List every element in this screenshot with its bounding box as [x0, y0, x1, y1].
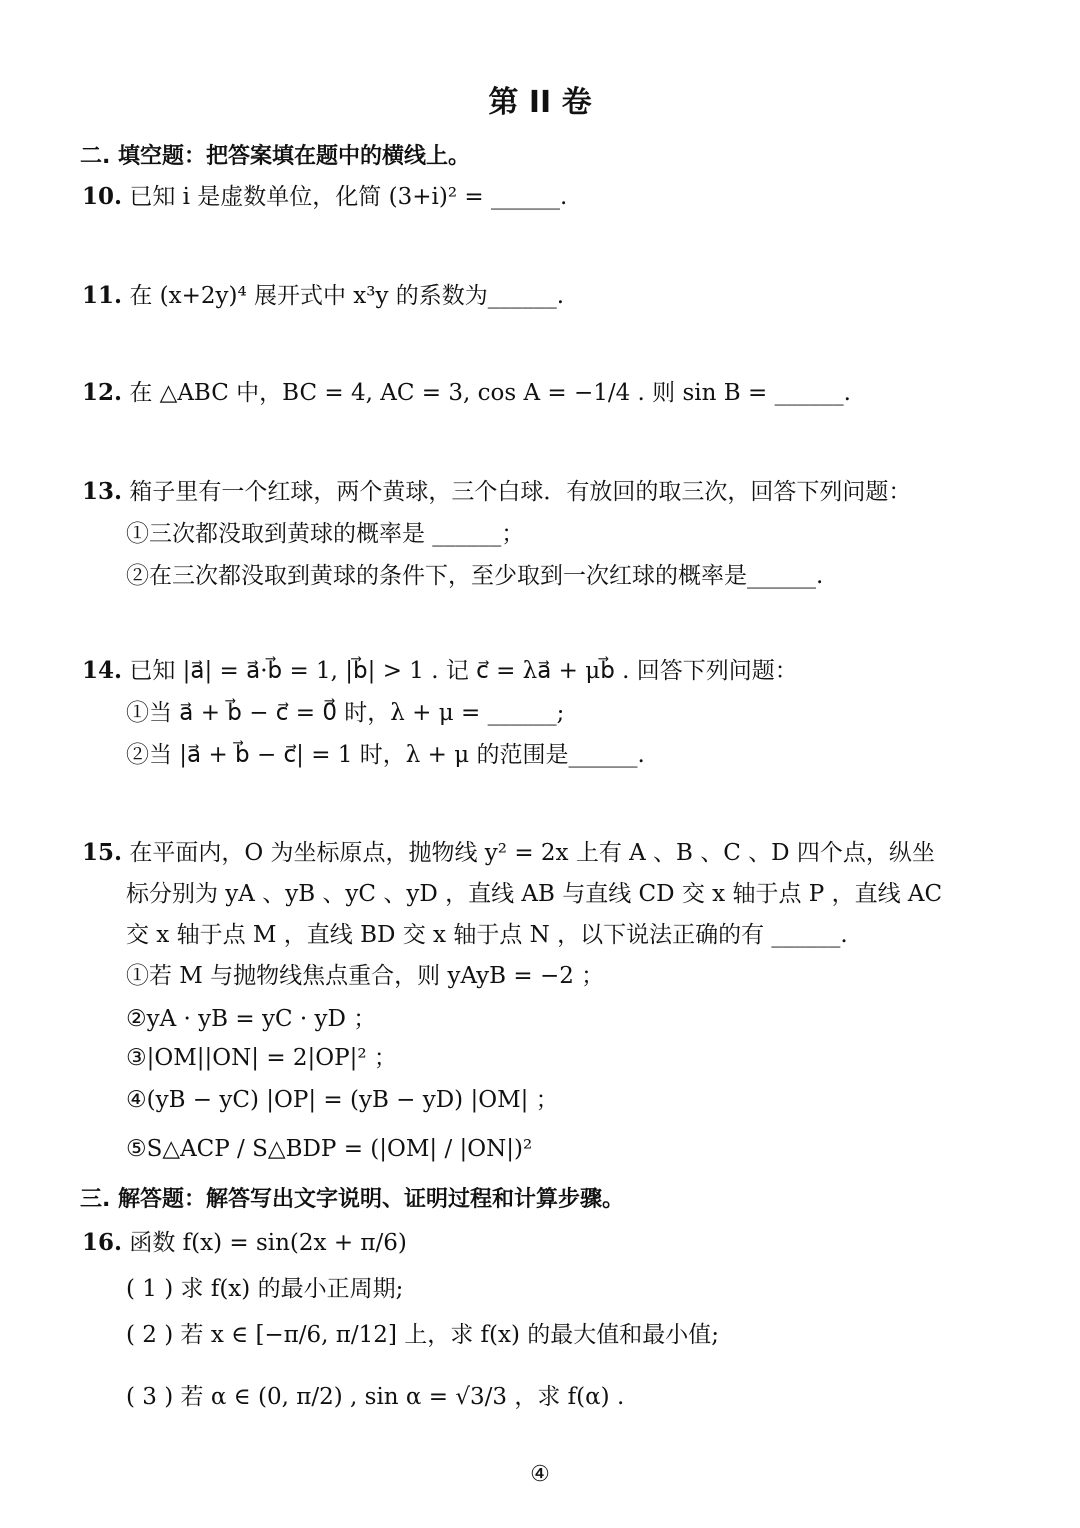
question-15-option-1: ①若 M 与抛物线焦点重合，则 yAyB = −2 ； — [126, 963, 605, 989]
question-15-option-5: ⑤S△ACP / S△BDP = (|OM| / |ON|)² — [126, 1136, 533, 1162]
question-14-part-2: ②当 |a⃗ + b⃗ − c⃗| = 1 时，λ + μ 的范围是______. — [126, 742, 645, 768]
section-solution-heading: 三. 解答题：解答写出文字说明、证明过程和计算步骤。 — [80, 1187, 625, 1212]
page-title: 第 II 卷 — [488, 85, 592, 120]
question-text: 在 △ABC 中，BC = 4, AC = 3, cos A = −1/4 . 则 sin B = ______. — [129, 380, 851, 406]
question-text: 在 (x+2y)⁴ 展开式中 x³y 的系数为______. — [129, 283, 565, 309]
question-text: 函数 f(x) = sin(2x + π/6) — [129, 1230, 407, 1256]
question-11 — [82, 281, 564, 311]
question-number: 15. — [82, 839, 123, 866]
question-text: 已知 i 是虚数单位，化简 (3+i)² = ______. — [129, 184, 568, 210]
question-14 — [82, 656, 798, 686]
question-text: 已知 |a⃗| = a⃗·b⃗ = 1, |b⃗| > 1 . 记 c⃗ = λa⃗ + μb⃗ . 回答下列问题： — [129, 658, 798, 684]
question-15-option-2: ②yA · yB = yC · yD ； — [126, 1006, 377, 1032]
question-15-option-4: ④(yB − yC) |OP| = (yB − yD) |OM| ； — [126, 1087, 559, 1113]
question-13 — [82, 477, 911, 507]
question-13-part-1: ①三次都没取到黄球的概率是 ______； — [126, 521, 525, 547]
question-number: 10. — [82, 183, 123, 210]
question-14-part-1: ①当 a⃗ + b⃗ − c⃗ = 0⃗ 时，λ + μ = ______; — [126, 700, 565, 726]
question-15-option-3: ③|OM||ON| = 2|OP|² ； — [126, 1045, 397, 1071]
question-15 — [82, 838, 935, 868]
question-number: 14. — [82, 657, 123, 684]
question-number: 12. — [82, 379, 123, 406]
question-16 — [82, 1228, 407, 1258]
section-fill-in-heading: 二. 填空题：把答案填在题中的横线上。 — [80, 144, 471, 169]
question-13-part-2: ②在三次都没取到黄球的条件下，至少取到一次红球的概率是______. — [126, 563, 824, 589]
question-number: 16. — [82, 1229, 123, 1256]
question-16-part-3: ( 3 ) 若 α ∈ (0, π/2) , sin α = √3/3 ，求 f(α) . — [126, 1384, 625, 1410]
page-number: ④ — [530, 1462, 550, 1487]
question-text: 箱子里有一个红球，两个黄球，三个白球．有放回的取三次，回答下列问题： — [129, 479, 912, 505]
question-10 — [82, 182, 567, 212]
question-16-part-2: ( 2 ) 若 x ∈ [−π/6, π/12] 上，求 f(x) 的最大值和最小值; — [126, 1322, 720, 1348]
question-text-line-1: 在平面内，O 为坐标原点，抛物线 y² = 2x 上有 A 、B 、C 、D 四个点，纵坐 — [129, 840, 935, 866]
question-15-line-3: 交 x 轴于点 M ，直线 BD 交 x 轴于点 N ，以下说法正确的有 ______. — [126, 922, 848, 948]
question-15-line-2: 标分别为 yA 、yB 、yC 、yD ，直线 AB 与直线 CD 交 x 轴于点 P ，直线 AC — [126, 881, 943, 907]
question-number: 13. — [82, 478, 123, 505]
question-16-part-1: ( 1 ) 求 f(x) 的最小正周期; — [126, 1276, 404, 1302]
question-number: 11. — [82, 282, 123, 309]
question-12 — [82, 378, 851, 408]
